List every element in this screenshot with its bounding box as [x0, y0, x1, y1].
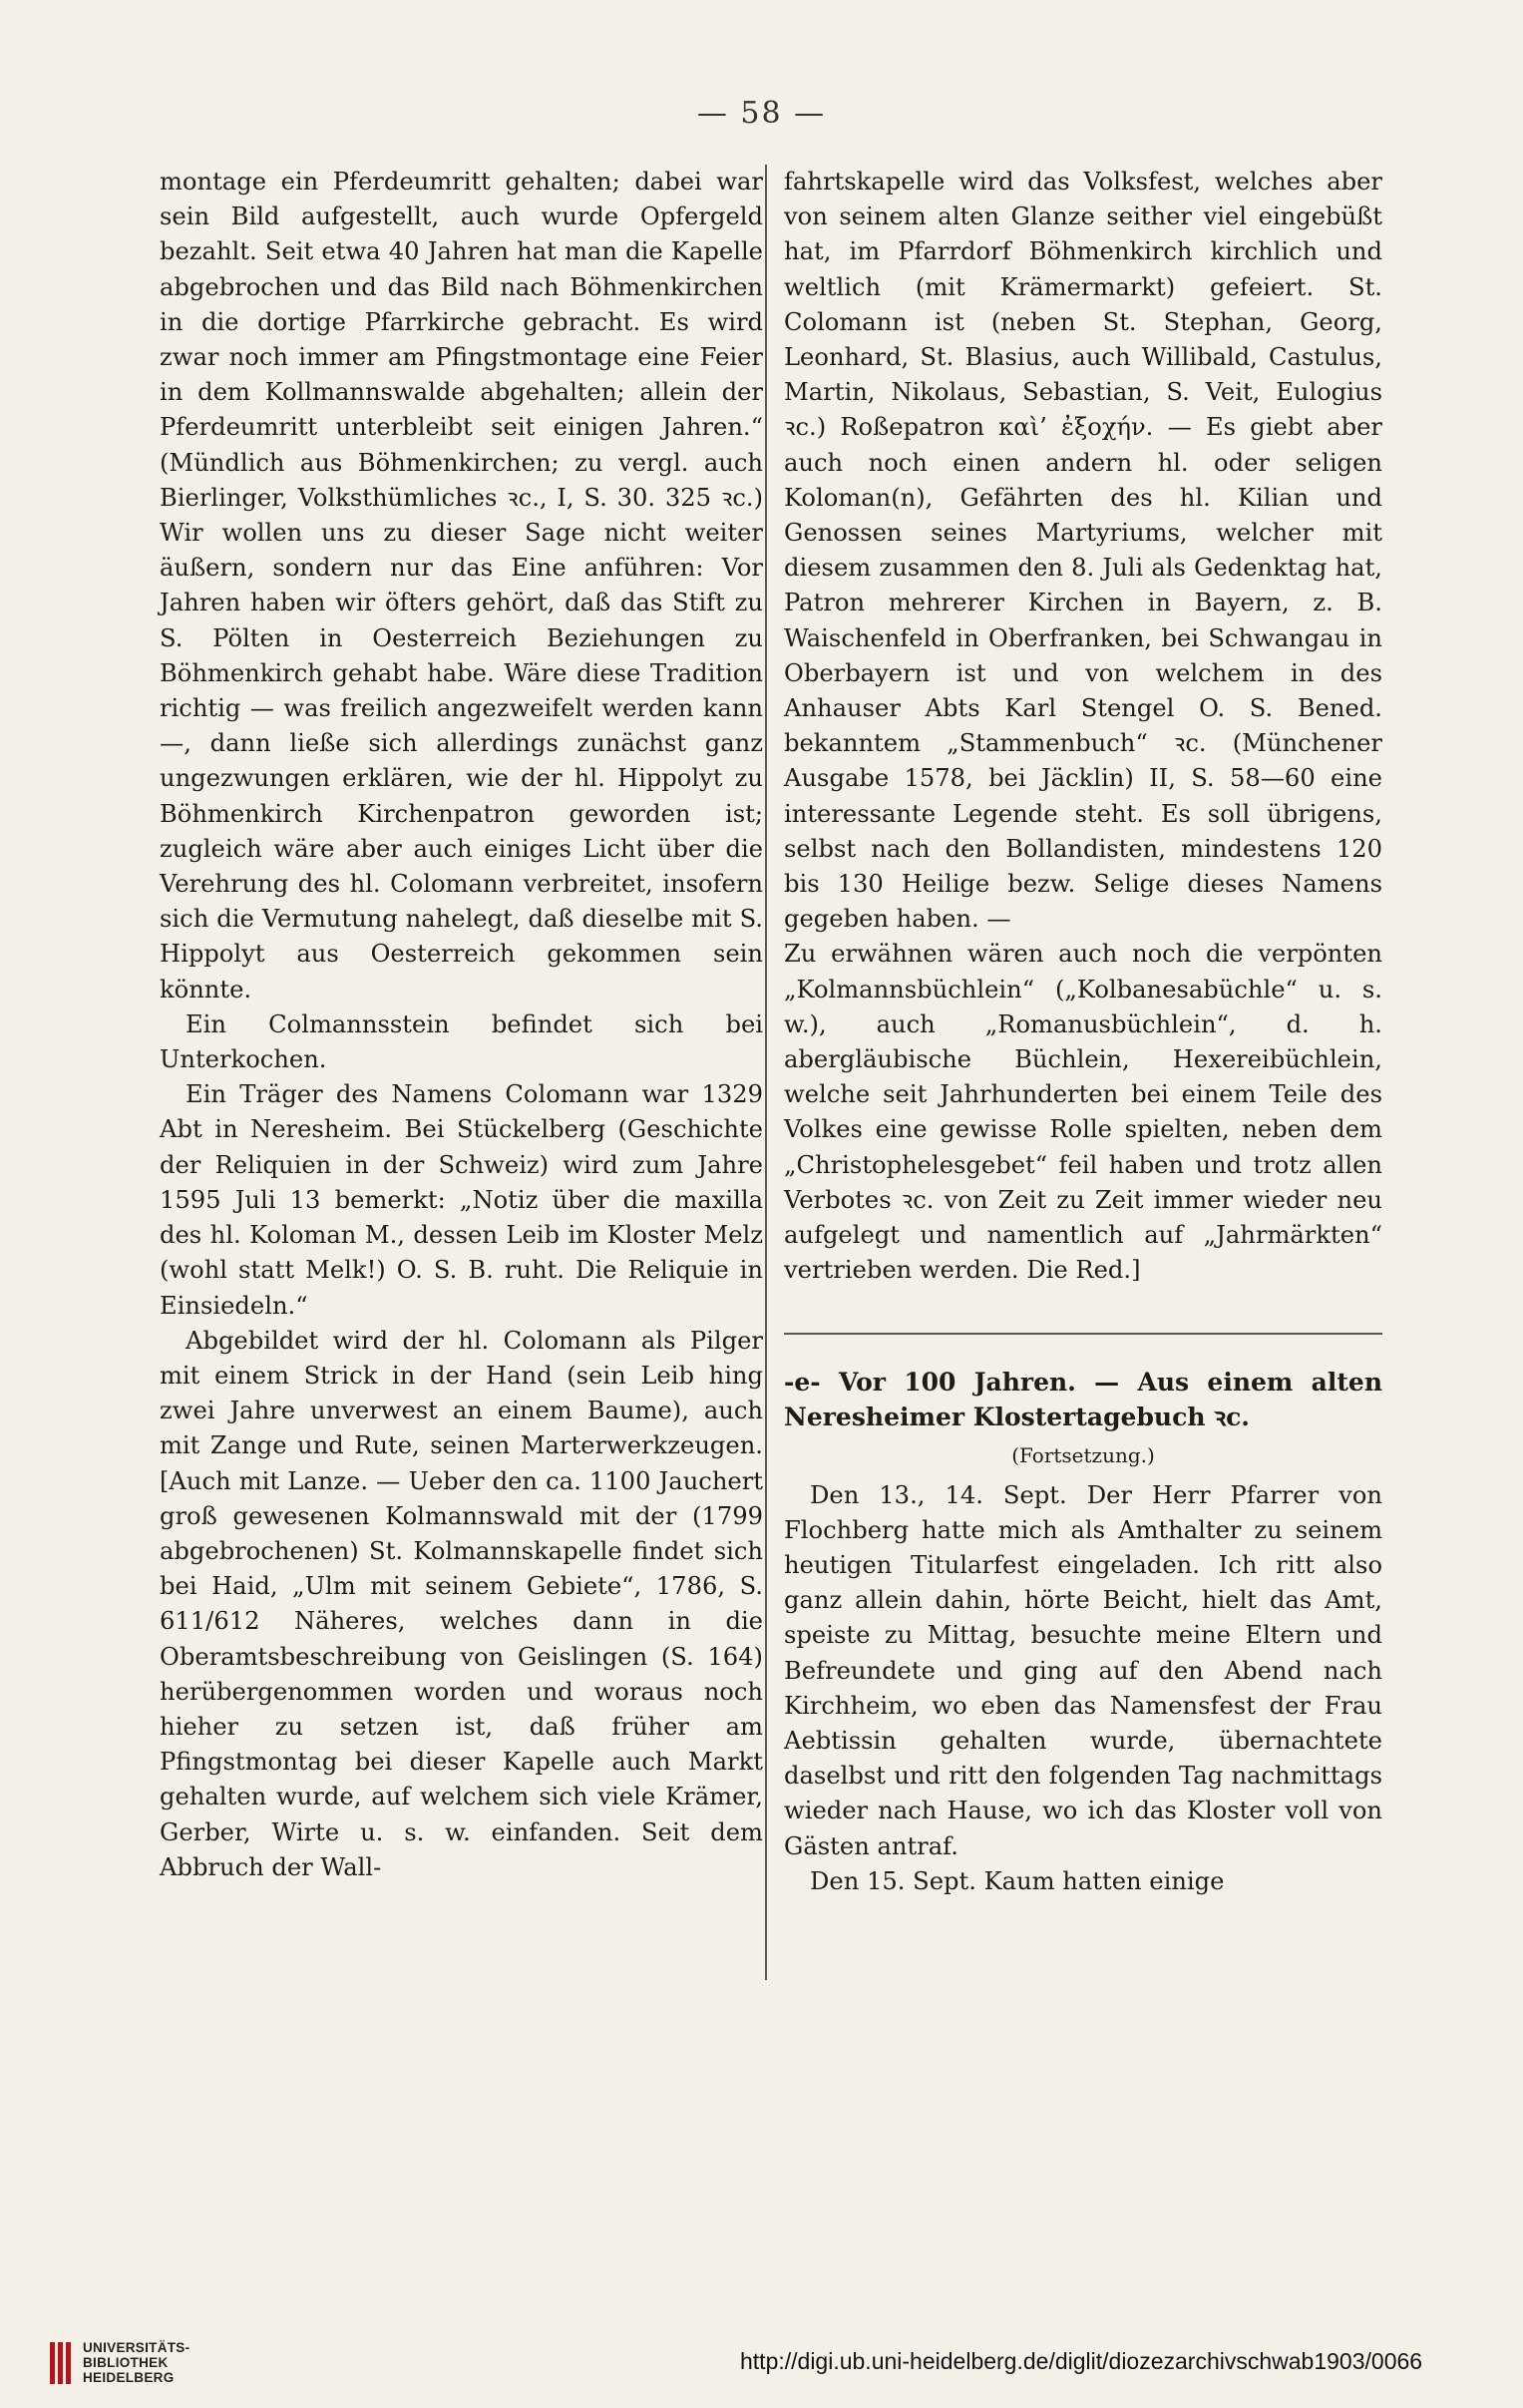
section-paragraph-1: Den 13., 14. Sept. Der Herr Pfarrer von Flochberg hatte mich als Amthalter zu seinem heutigen Titularfest eingeladen. Ich ritt also ganz allein dahin, hörte Beicht, hielt das Amt, speiste zu Mittag, besuchte meine Eltern und Befreundete und ging auf den Abend nach Kirchheim, wo eben das Namensfest der Frau Aebtissin gehalten wurde, übernachtete daselbst und ritt den folgenden Tag nachmittags wieder nach Hause, wo ich das Kloster voll von Gästen antraf.	[784, 1480, 1382, 1860]
left-paragraph-2: Ein Colmannsstein befindet sich bei Unterkochen.	[160, 1009, 763, 1074]
section-paragraph-2: Den 15. Sept. Kaum hatten einige	[810, 1866, 1225, 1895]
library-logo[interactable]	[50, 2340, 190, 2385]
right-paragraph-1: fahrtskapelle wird das Volksfest, welches aber von seinem alten Glanze seither viel eingebüßt hat, im Pfarrdorf Böhmenkirch kirchlich und weltlich (mit Krämermarkt) gefeiert. St. Colomann ist (neben St. Stephan, Georg, Leonhard, St. Blasius, auch Willibald, Castulus, Martin, Nikolaus, Sebastian, S. Veit, Eulogius ꝛc.) Roßepatron καὶ’ ἐξοχήν. — Es giebt aber auch noch einen andern hl. oder seligen Koloman(n), Gefährten des hl. Kilian und Genossen seines Martyriums, welcher mit diesem zusammen den 8. Juli als Gedenktag hat, Patron mehrerer Kirchen in Bayern, z. B. Waischenfeld in Oberfranken, bei Schwangau in Oberbayern ist und von welchem in des Anhauser Abts Karl Stengel O. S. Bened. bekanntem „Stammenbuch“ ꝛc. (Münchener Ausgabe 1578, bei Jäcklin) II, S. 58—60 eine interessante Legende steht. Es soll übrigens, selbst nach den Bollandisten, mindestens 120 bis 130 Heilige bezw. Selige dieses Namens gegeben haben. —	[784, 168, 1382, 934]
section-rule	[784, 1333, 1382, 1335]
source-url-link[interactable]: http://digi.ub.uni-heidelberg.de/diglit/diozezarchivschwab1903/0066	[740, 2348, 1423, 2374]
left-paragraph-3: Ein Träger des Namens Colomann war 1329 Abt in Neresheim. Bei Stückelberg (Geschichte der Reliquien in der Schweiz) wird zum Jahre 1595 Juli 13 bemerkt: „Notiz über die maxilla des hl. Koloman M., dessen Leib im Kloster Melz (wohl statt Melk!) O. S. B. ruht. Die Reliquie in Einsiedeln.“	[160, 1080, 763, 1320]
left-column	[160, 165, 763, 1885]
library-logo-icon	[50, 2342, 71, 2384]
column-divider	[765, 165, 767, 1980]
section-heading: -e- Vor 100 Jahren. — Aus einem alten Neresheimer Klostertagebuch ꝛc.	[784, 1367, 1382, 1431]
right-column	[784, 165, 1382, 1899]
footer	[0, 2312, 1523, 2408]
logo-line-2: BIBLIOTHEK	[83, 2355, 169, 2370]
right-paragraph-2: Zu erwähnen wären auch noch die verpönten „Kolmannsbüchlein“ („Kolbanesabüchle“ u. s. w.), auch „Romanusbüchlein“, d. h. abergläubische Büchlein, Hexereibüchlein, welche seit Jahrhunderten bei einem Teile des Volkes eine gewisse Rolle spielten, neben dem „Christophelesgebet“ feil haben und trotz allen Verbotes ꝛc. von Zeit zu Zeit immer wieder neu aufgelegt und namentlich auf „Jahrmärkten“ vertrieben werden. Die Red.]	[784, 940, 1382, 1285]
left-paragraph-1: montage ein Pferdeumritt gehalten; dabei war sein Bild aufgestellt, auch wurde Opfergeld bezahlt. Seit etwa 40 Jahren hat man die Kapelle abgebrochen und das Bild nach Böhmenkirchen in die dortige Pfarrkirche gebracht. Es wird zwar noch immer am Pfingstmontage eine Feier in dem Kollmannswalde abgehalten; allein der Pferdeumritt unterbleibt seit einigen Jahren.“ (Mündlich aus Böhmenkirchen; zu vergl. auch Bierlinger, Volksthümliches ꝛc., I, S. 30. 325 ꝛc.) Wir wollen uns zu dieser Sage nicht weiter äußern, sondern nur das Eine anführen: Vor Jahren haben wir öfters gehört, daß das Stift zu S. Pölten in Oesterreich Beziehungen zu Böhmenkirch gehabt habe. Wäre diese Tradition richtig — was freilich angezweifelt werden kann —, dann ließe sich allerdings zunächst ganz ungezwungen erklären, wie der hl. Hippolyt zu Böhmenkirch Kirchenpatron geworden ist; zugleich wäre aber auch einiges Licht über die Verehrung des hl. Colomann verbreitet, insofern sich die Vermutung nahelegt, daß dieselbe mit S. Hippolyt aus Oesterreich gekommen sein könnte.	[160, 168, 763, 1003]
left-paragraph-4: Abgebildet wird der hl. Colomann als Pilger mit einem Strick in der Hand (sein Leib hing zwei Jahre unverwest an einem Baume), auch mit Zange und Rute, seinen Marterwerkzeugen. [Auch mit Lanze. — Ueber den ca. 1100 Jauchert groß gewesenen Kolmannswald mit der (1799 abgebrochenen) St. Kolmannskapelle findet sich bei Haid, „Ulm mit seinem Gebiete“, 1786, S. 611/612 Näheres, welches dann in die Oberamtsbeschreibung von Geislingen (S. 164) herübergenommen worden und woraus noch hieher zu setzen ist, daß früher am Pfingstmontag bei dieser Kapelle auch Markt gehalten wurde, auf welchem sich viele Krämer, Gerber, Wirte u. s. w. einfanden. Seit dem Abbruch der Wall-	[160, 1326, 763, 1881]
library-logo-text	[83, 2340, 190, 2385]
page-number: — 58 —	[696, 96, 827, 131]
logo-line-1: UNIVERSITÄTS-	[83, 2340, 190, 2355]
logo-line-3: HEIDELBERG	[83, 2370, 175, 2385]
section-subtitle: (Fortsetzung.)	[1011, 1442, 1155, 1467]
